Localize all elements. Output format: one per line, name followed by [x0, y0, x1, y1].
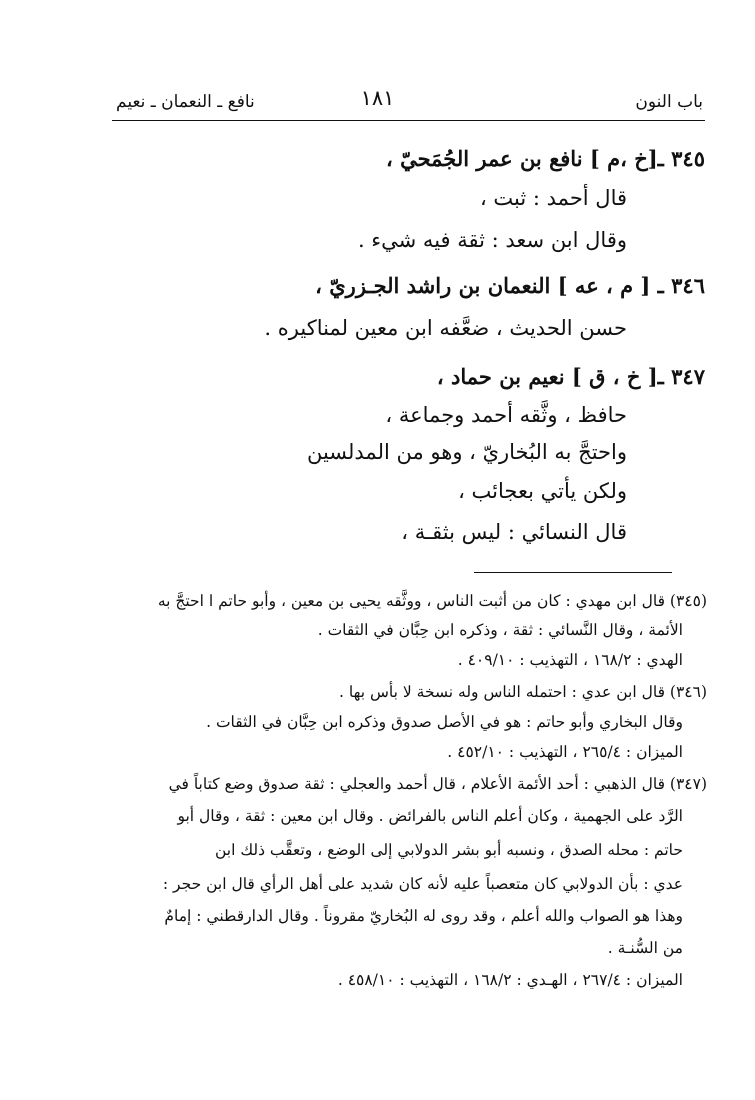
entry-345-heading: ٣٤٥ ـ[خ ،م ] نافع بن عمر الجُمَحيّ ، [385, 146, 705, 171]
running-head-names: نافع ـ النعمان ـ نعيم [116, 92, 255, 112]
entry-347-heading: ٣٤٧ ـ[ خ ، ق ] نعيم بن حماد ، [436, 364, 705, 389]
footnote-347-line-4: عدي : بأن الدولابي كان متعصباً عليه لأنه كان شديد على أهل الرأي قال ابن حجر : [162, 875, 683, 893]
footnote-346-line-2: وقال البخاري وأبو حاتم : هو في الأصل صدوق وذكره ابن حِبَّان في الثقات . [206, 713, 683, 731]
footnote-347-line-2: الرَّد على الجهمية ، وكان أعلم الناس بالفرائض . وقال ابن معين : ثقة ، وقال أبو [177, 807, 683, 825]
footnote-347-line-3: حاتم : محله الصدق ، ونسبه أبو بشر الدولابي إلى الوضع ، وتعقَّب ذلك ابن [214, 841, 683, 859]
entry-345-line-2: وقال ابن سعد : ثقة فيه شيء . [357, 228, 627, 252]
entry-346-line-1: حسن الحديث ، ضعَّفه ابن معين لمناكيره . [264, 316, 627, 340]
entry-345-line-1: قال أحمد : ثبت ، [479, 186, 627, 210]
footnote-347-line-1: (٣٤٧) قال الذهبي : أحد الأئمة الأعلام ، قال أحمد والعجلي : ثقة صدوق وضع كتاباً في [168, 775, 707, 793]
entry-347-line-2: واحتجَّ به البُخاريّ ، وهو من المدلسين [306, 440, 627, 464]
footnote-345-line-1: (٣٤٥) قال ابن مهدي : كان من أثبت الناس ، ووثَّقه يحيى بن معين ، وأبو حاتم ا احتجَّ به [157, 592, 707, 610]
entry-346-heading: ٣٤٦ ـ [ م ، عه ] النعمان بن راشد الجـزريّ ، [315, 273, 705, 298]
footnote-345-line-3: الهدي : ١٦٨/٢ ، التهذيب : ٤٠٩/١٠ . [457, 651, 683, 669]
footnote-separator [474, 572, 672, 573]
footnote-347-line-5: وهذا هو الصواب والله أعلم ، وقد روى له البُخاريّ مقروناً . وقال الدارقطني : إمامٌ [164, 907, 683, 925]
header-rule [112, 120, 705, 121]
footnote-346-line-1: (٣٤٦) قال ابن عدي : احتمله الناس وله نسخة لا بأس بها . [339, 683, 707, 701]
footnote-346-line-3: الميزان : ٢٦٥/٤ ، التهذيب : ٤٥٢/١٠ . [447, 743, 683, 761]
footnote-345-line-2: الأئمة ، وقال النَّسائي : ثقة ، وذكره ابن حِبَّان في الثقات . [317, 621, 683, 639]
entry-347-line-4: قال النسائي : ليس بثقـة ، [401, 520, 627, 544]
footnote-347-line-7: الميزان : ٢٦٧/٤ ، الهـدي : ١٦٨/٢ ، التهذيب : ٤٥٨/١٠ . [337, 971, 683, 989]
page-number: ١٨١ [360, 86, 395, 110]
entry-347-line-1: حافظ ، وثَّقه أحمد وجماعة ، [385, 403, 627, 427]
chapter-title: باب النون [635, 92, 703, 112]
entry-347-line-3: ولكن يأتي بعجائب ، [458, 479, 627, 503]
footnote-347-line-6: من السُّنـة . [607, 939, 683, 957]
